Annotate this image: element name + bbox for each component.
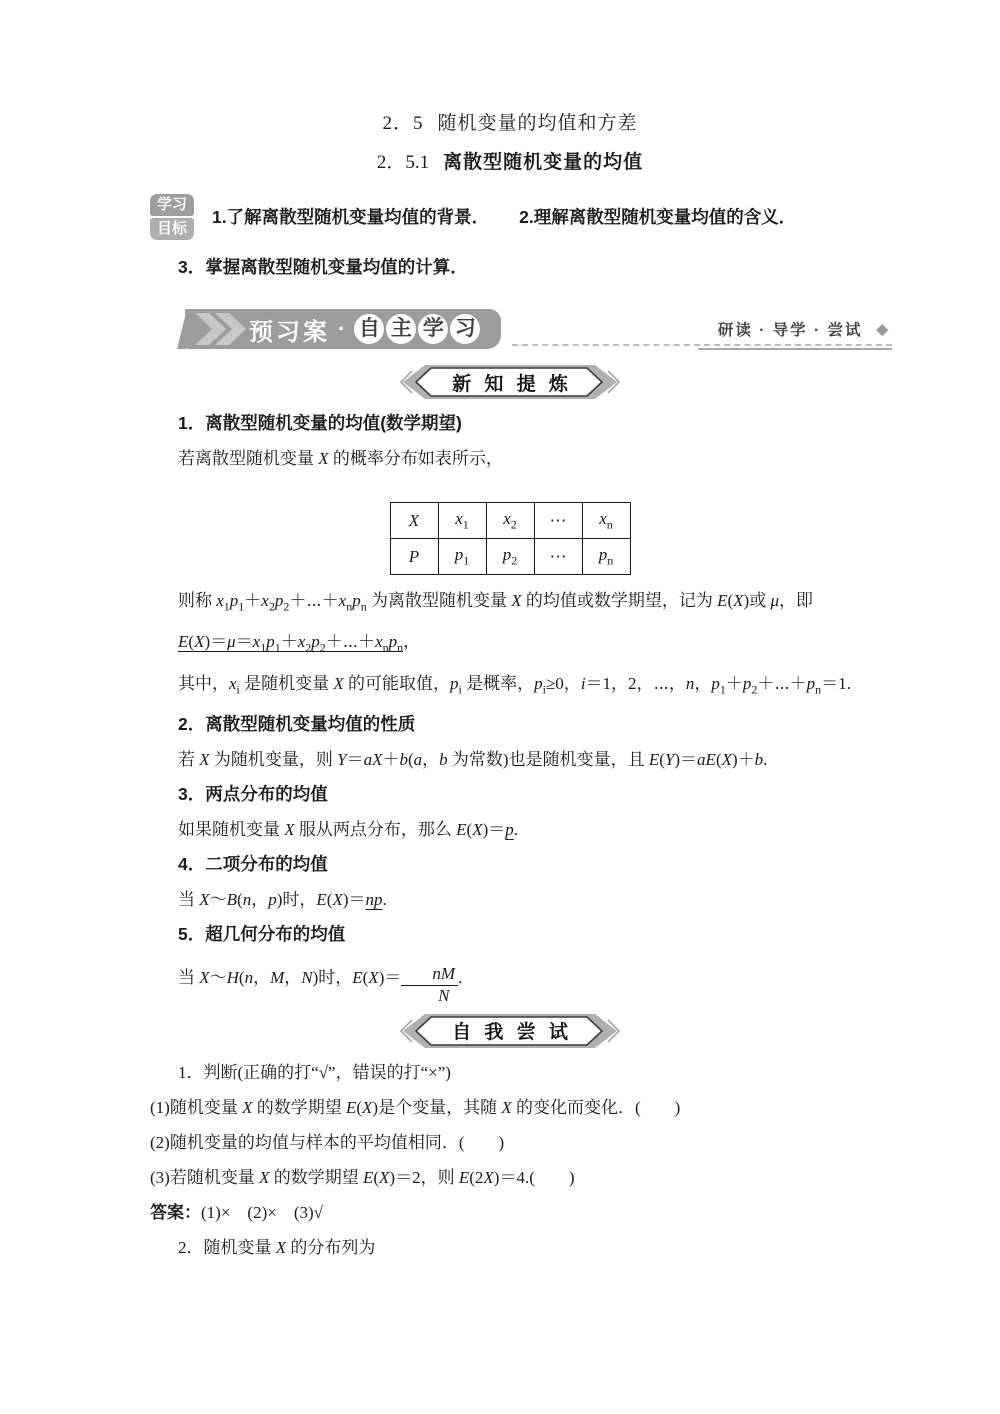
diamond-icon: ◆: [876, 321, 888, 338]
table-cell: $p_2$: [486, 539, 534, 575]
knowledge-heading-3: 3．两点分布的均值: [178, 784, 328, 805]
knowledge-para-intro: 若离散型随机变量 X 的概率分布如表所示，: [178, 449, 503, 468]
banner-title: 预习案: [249, 318, 330, 346]
selftest-answer-line: [150, 1195, 870, 1230]
chapter-title-text: 随机变量的均值和方差: [437, 113, 638, 134]
section-title: [150, 147, 870, 174]
banner-right-caption: [718, 318, 888, 340]
dashed-divider: [512, 344, 892, 346]
knowledge-formula-expectation: $E(X)=\mu=x_1p_1+x_2p_2+\cdots+x_np_n$，: [178, 632, 421, 655]
knowledge-para-hypergeometric: 当 X～H(n，M，N)时，E(X)＝ $\frac{nM}{N}$ .: [178, 964, 463, 1006]
goal-item-3: 3．掌握离散型随机变量均值的计算．: [178, 257, 468, 277]
chapter-title: [150, 0, 870, 135]
section-number: 2．5.1: [376, 152, 430, 173]
knowledge-para-where: 其中，$x_i$ 是随机变量 X 的可能取值，$p_i$ 是概率，$p_i\ge 0$，i＝1，2，⋯，n，$p_1+p_2+\cdots+p_n=1$.: [178, 673, 851, 697]
table-cell: $x_2$: [486, 503, 534, 539]
knowledge-ribbon-label: 新 知 提 炼: [452, 373, 572, 395]
section-title-text: 离散型随机变量的均值: [443, 152, 644, 173]
selftest-question-1-3: (3)若随机变量 X 的数学期望 E(X)＝2，则 E(2X)＝4.( ): [150, 1167, 575, 1187]
table-cell: P: [390, 539, 438, 575]
answer-label: 答案：: [150, 1202, 201, 1222]
knowledge-heading-5: 5．超几何分布的均值: [178, 924, 346, 945]
table-cell: X: [390, 503, 438, 539]
table-cell: $p_1$: [438, 539, 486, 575]
goal-item-1: 1.了解离散型随机变量均值的背景．: [212, 207, 490, 227]
selftest-ribbon-wrap: [150, 1012, 870, 1055]
banner-dot: ·: [338, 316, 346, 341]
double-chevron-icon: [193, 311, 247, 347]
badge-label-bottom: 目标: [150, 218, 194, 240]
selftest-question-2: 2．随机变量 X 的分布列为: [178, 1237, 376, 1257]
preview-banner-bar: [185, 309, 501, 349]
knowledge-para-property: 若 X 为随机变量，则 Y＝aX＋b(a，b 为常数)也是随机变量，且 E(Y)＝aE(X)＋b.: [178, 750, 768, 770]
table-cell: $x_1$: [438, 503, 486, 539]
solid-divider: [698, 348, 892, 350]
knowledge-para-define: 则称 $x_1p_1+x_2p_2+\cdots+x_np_n$ 为离散型随机变量 X 的均值或数学期望，记为 E(X)或 μ，即: [178, 591, 814, 614]
answer-values: (1)× (2)× (3)√: [201, 1202, 323, 1222]
knowledge-heading-1: 1．离散型随机变量的均值(数学期望): [178, 413, 462, 433]
badge-label-top: 学习: [150, 194, 194, 216]
knowledge-ribbon-wrap: [150, 363, 870, 406]
table-cell: $x_n$: [582, 503, 630, 539]
selftest-question-1: 1．判断(正确的打“√”，错误的打“×”): [178, 1062, 451, 1082]
table-cell: ⋯: [534, 503, 582, 539]
banner-right-text: 研读 · 导学 · 尝试: [717, 322, 863, 339]
knowledge-heading-4: 4．二项分布的均值: [178, 854, 328, 875]
table-row: [390, 539, 630, 575]
learning-goals-badge: [150, 194, 194, 240]
knowledge-heading-2: 2．离散型随机变量均值的性质: [178, 714, 416, 735]
banner-circle-char: 习: [450, 314, 480, 344]
banner-circle-char: 学: [418, 314, 448, 344]
knowledge-para-binomial: 当 X～B(n，p)时，E(X)＝np.: [178, 890, 387, 910]
table-cell: $p_n$: [582, 539, 630, 575]
learning-goals: [150, 194, 870, 240]
banner-circle-char: 自: [354, 314, 384, 344]
banner-circle-char: 主: [386, 314, 416, 344]
goal-items: [212, 202, 796, 232]
selftest-ribbon-label: 自 我 尝 试: [452, 1022, 572, 1044]
selftest-ribbon: [399, 1012, 621, 1050]
goal-item-2: 2.理解离散型随机变量均值的含义．: [519, 207, 797, 227]
preview-banner: [150, 309, 888, 351]
knowledge-ribbon: [399, 363, 621, 401]
table-cell: ⋯: [534, 539, 582, 575]
table-row: [390, 503, 630, 539]
selftest-question-1-1: (1)随机变量 X 的数学期望 E(X)是个变量，其随 X 的变化而变化．( ): [150, 1097, 681, 1117]
chapter-number: 2．5: [382, 113, 424, 134]
knowledge-para-twopoint: 如果随机变量 X 服从两点分布，那么 E(X)＝p.: [178, 820, 519, 840]
selftest-question-1-2: (2)随机变量的均值与样本的平均值相同．( ): [150, 1132, 505, 1152]
probability-table: [390, 502, 631, 575]
